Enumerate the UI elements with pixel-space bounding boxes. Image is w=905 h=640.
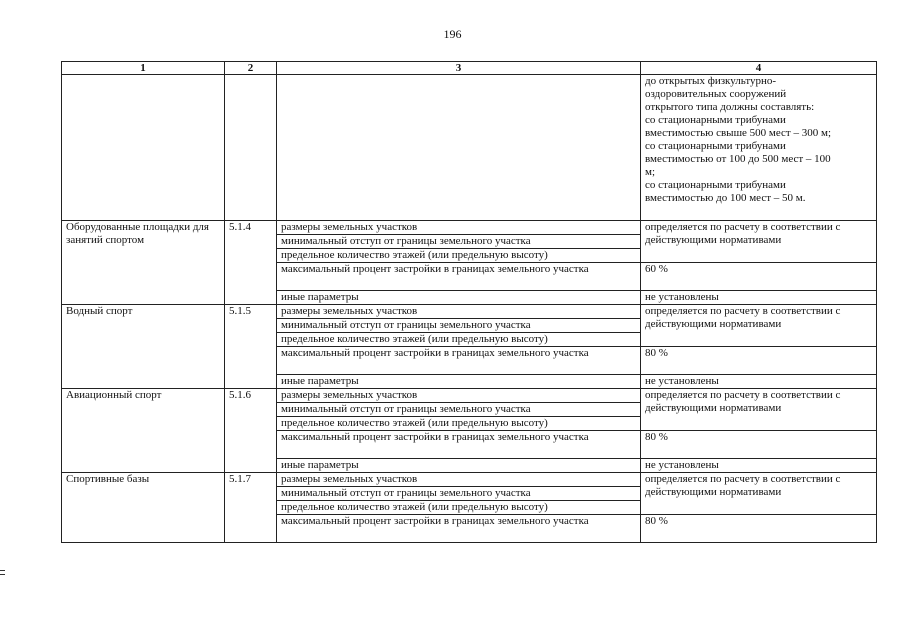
param-setback: минимальный отступ от границы земельного участка (277, 235, 641, 249)
param-other: иные параметры (277, 375, 641, 389)
header-col-1: 1 (62, 62, 225, 75)
table-row (62, 305, 877, 319)
continuation-col-3 (277, 75, 641, 221)
continuation-line: открытого типа должны составлять: (645, 101, 815, 113)
param-sizes: размеры земельных участков (277, 473, 641, 487)
calc-value: определяется по расчету в соответствии с действующими нормативами (641, 305, 877, 347)
calc-value: определяется по расчету в соответствии с действующими нормативами (641, 389, 877, 431)
continuation-line: вместимостью от 100 до 500 мест – 100 (645, 153, 831, 165)
coverage-value: 60 % (641, 263, 877, 291)
use-name: Спортивные базы (62, 473, 225, 543)
param-floors: предельное количество этажей (или предельную высоту) (277, 249, 641, 263)
other-value: не установлены (641, 291, 877, 305)
continuation-line: вместимостью свыше 500 мест – 300 м; (645, 127, 832, 139)
header-col-2: 2 (225, 62, 277, 75)
continuation-col-1 (62, 75, 225, 221)
param-coverage: максимальный процент застройки в границах земельного участка (277, 515, 641, 543)
continuation-row (62, 75, 877, 221)
table-row (62, 389, 877, 403)
param-setback: минимальный отступ от границы земельного участка (277, 319, 641, 333)
zoning-parameters-table (61, 61, 877, 543)
param-other: иные параметры (277, 291, 641, 305)
param-floors: предельное количество этажей (или предельную высоту) (277, 417, 641, 431)
param-floors: предельное количество этажей (или предельную высоту) (277, 501, 641, 515)
param-floors: предельное количество этажей (или предельную высоту) (277, 333, 641, 347)
calc-value: определяется по расчету в соответствии с действующими нормативами (641, 473, 877, 515)
param-coverage: максимальный процент застройки в границах земельного участка (277, 263, 641, 291)
coverage-value: 80 % (641, 431, 877, 459)
param-sizes: размеры земельных участков (277, 221, 641, 235)
param-sizes: размеры земельных участков (277, 389, 641, 403)
use-name: Авиационный спорт (62, 389, 225, 473)
param-other: иные параметры (277, 459, 641, 473)
continuation-line: до открытых физкультурно- (645, 75, 777, 87)
use-name: Оборудованные площадки для занятий спортом (62, 221, 225, 305)
param-coverage: максимальный процент застройки в границах земельного участка (277, 347, 641, 375)
continuation-col-2 (225, 75, 277, 221)
param-sizes: размеры земельных участков (277, 305, 641, 319)
param-coverage: максимальный процент застройки в границах земельного участка (277, 431, 641, 459)
margin-mark (0, 570, 5, 575)
header-col-3: 3 (277, 62, 641, 75)
table-row (62, 473, 877, 487)
use-code: 5.1.7 (225, 473, 277, 543)
continuation-line: м; (645, 166, 656, 178)
table-row (62, 221, 877, 235)
header-col-4: 4 (641, 62, 877, 75)
other-value: не установлены (641, 459, 877, 473)
continuation-line: со стационарными трибунами (645, 179, 786, 191)
other-value: не установлены (641, 375, 877, 389)
continuation-line: вместимостью до 100 мест – 50 м. (645, 192, 806, 204)
continuation-line: оздоровительных сооружений (645, 88, 787, 100)
use-code: 5.1.6 (225, 389, 277, 473)
param-setback: минимальный отступ от границы земельного участка (277, 403, 641, 417)
table-header-row (62, 62, 877, 75)
coverage-value: 80 % (641, 515, 877, 543)
continuation-text (641, 75, 877, 221)
page-number: 196 (443, 27, 462, 41)
calc-value: определяется по расчету в соответствии с действующими нормативами (641, 221, 877, 263)
continuation-line: со стационарными трибунами (645, 140, 786, 152)
param-setback: минимальный отступ от границы земельного участка (277, 487, 641, 501)
coverage-value: 80 % (641, 347, 877, 375)
use-code: 5.1.4 (225, 221, 277, 305)
use-code: 5.1.5 (225, 305, 277, 389)
continuation-line: со стационарными трибунами (645, 114, 786, 126)
use-name: Водный спорт (62, 305, 225, 389)
